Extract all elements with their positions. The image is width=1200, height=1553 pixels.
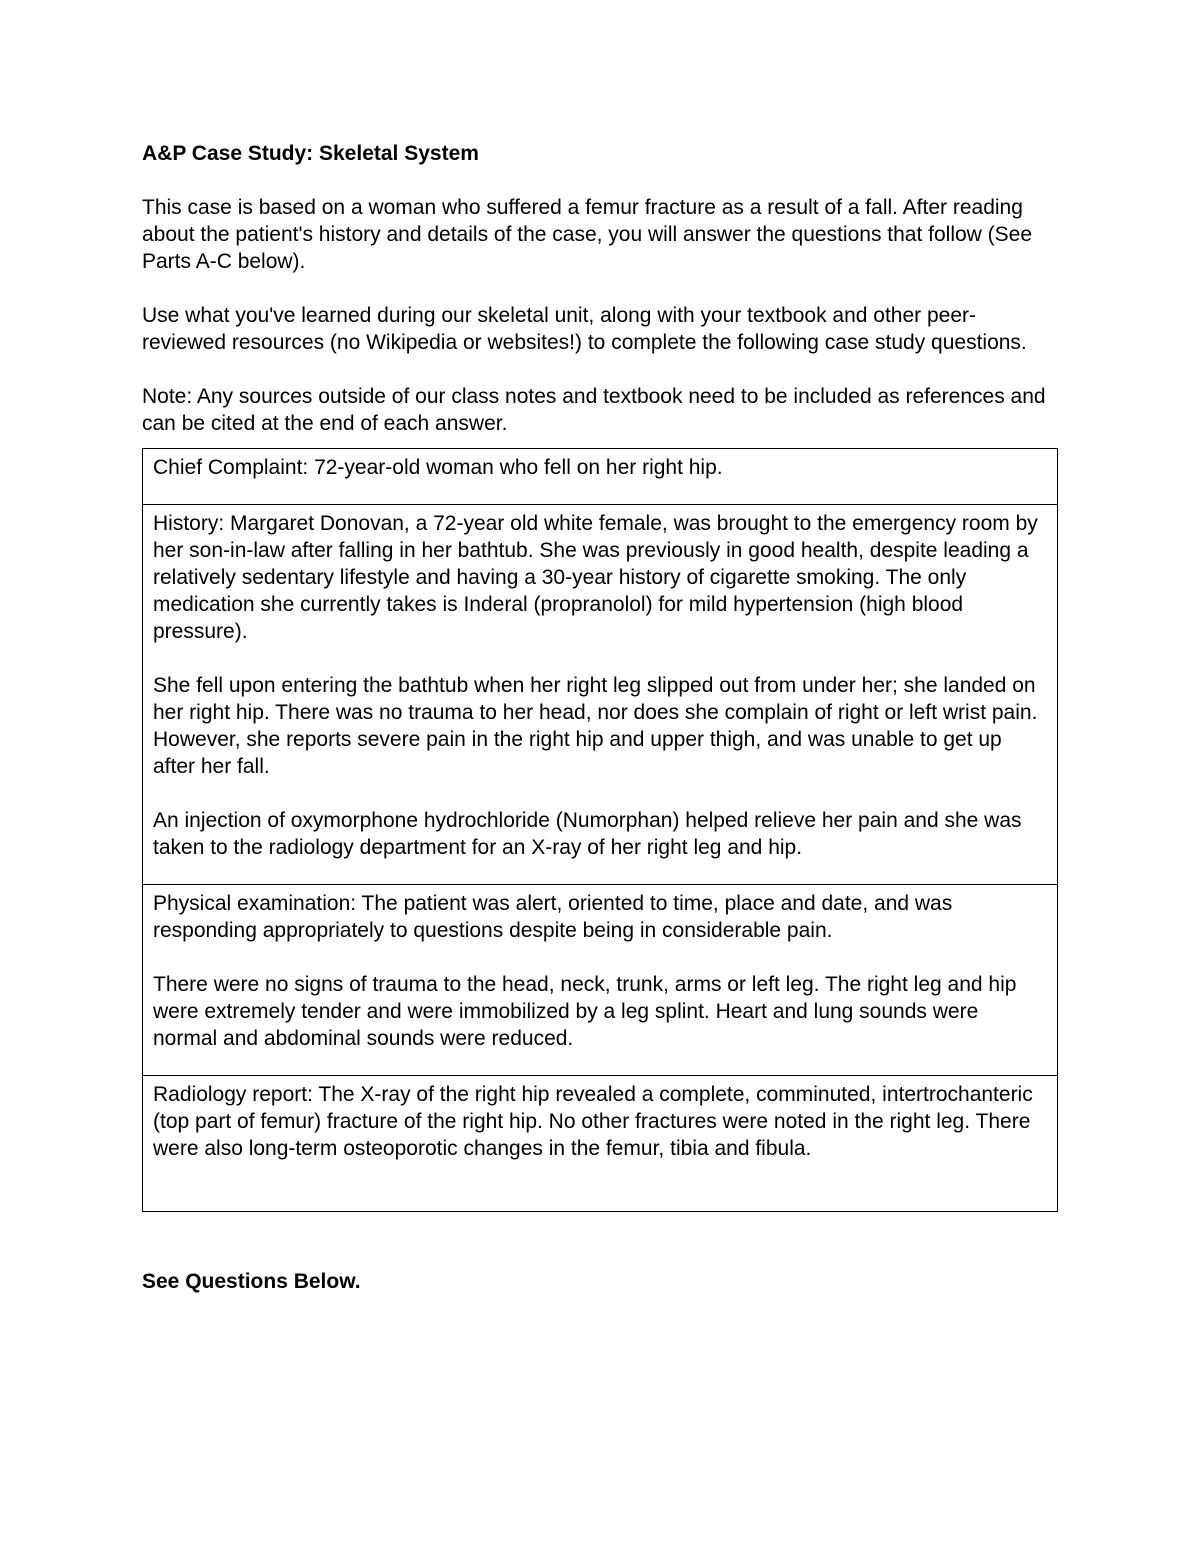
history-paragraph-3: An injection of oxymorphone hydrochloride (Numorphan) helped relieve her pain and she was taken to the radiology department for an X-ray of her right leg and hip. — [153, 809, 1022, 859]
physical-exam-paragraph-2: There were no signs of trauma to the head, neck, trunk, arms or left leg. The right leg and hip were extremely tender and were immobilized by a leg splint. Heart and lung sounds were normal and abdominal sounds were reduced. — [153, 973, 1017, 1050]
history-paragraph-1: History: Margaret Donovan, a 72-year old white female, was brought to the emergency room by her son-in-law after falling in her bathtub. She was previously in good health, despite leading a relatively sedentary lifestyle and having a 30-year history of cigarette smoking. The only medication she currently takes is Inderal (propranolol) for mild hypertension (high blood pressure). — [153, 512, 1038, 643]
intro-paragraph-3: Note: Any sources outside of our class notes and textbook need to be included as references and can be cited at the end of each answer. — [142, 385, 1046, 435]
see-questions-note: See Questions Below. — [142, 1270, 361, 1293]
intro-paragraph-1: This case is based on a woman who suffered a femur fracture as a result of a fall. After reading about the patient's history and details of the case, you will answer the questions that follow (See Parts A-C below). — [142, 196, 1033, 273]
chief-complaint-cell — [143, 449, 1057, 504]
document-page — [142, 140, 1060, 1295]
history-cell — [143, 504, 1057, 884]
physical-exam-paragraph-1: Physical examination: The patient was alert, oriented to time, place and date, and was responding appropriately to questions despite being in considerable pain. — [153, 892, 953, 942]
chief-complaint-text: Chief Complaint: 72-year-old woman who fell on her right hip. — [153, 456, 723, 479]
document-title: A&P Case Study: Skeletal System — [142, 142, 479, 165]
history-paragraph-2: She fell upon entering the bathtub when her right leg slipped out from under her; she landed on her right hip. There was no trauma to her head, nor does she complain of right or left wrist pain. However, she reports severe pain in the right hip and upper thigh, and was unable to get up after her fall. — [153, 674, 1038, 778]
case-details-table — [142, 448, 1058, 1212]
radiology-report-text: Radiology report: The X-ray of the right hip revealed a complete, comminuted, intertrochanteric (top part of femur) fracture of the right hip. No other fractures were noted in the right leg. There were also long-term osteoporotic changes in the femur, tibia and fibula. — [153, 1083, 1033, 1160]
physical-exam-cell — [143, 884, 1057, 1075]
radiology-report-cell — [143, 1075, 1057, 1211]
intro-paragraph-2: Use what you've learned during our skeletal unit, along with your textbook and other peer-reviewed resources (no Wikipedia or websites!) to complete the following case study questions. — [142, 304, 1027, 354]
